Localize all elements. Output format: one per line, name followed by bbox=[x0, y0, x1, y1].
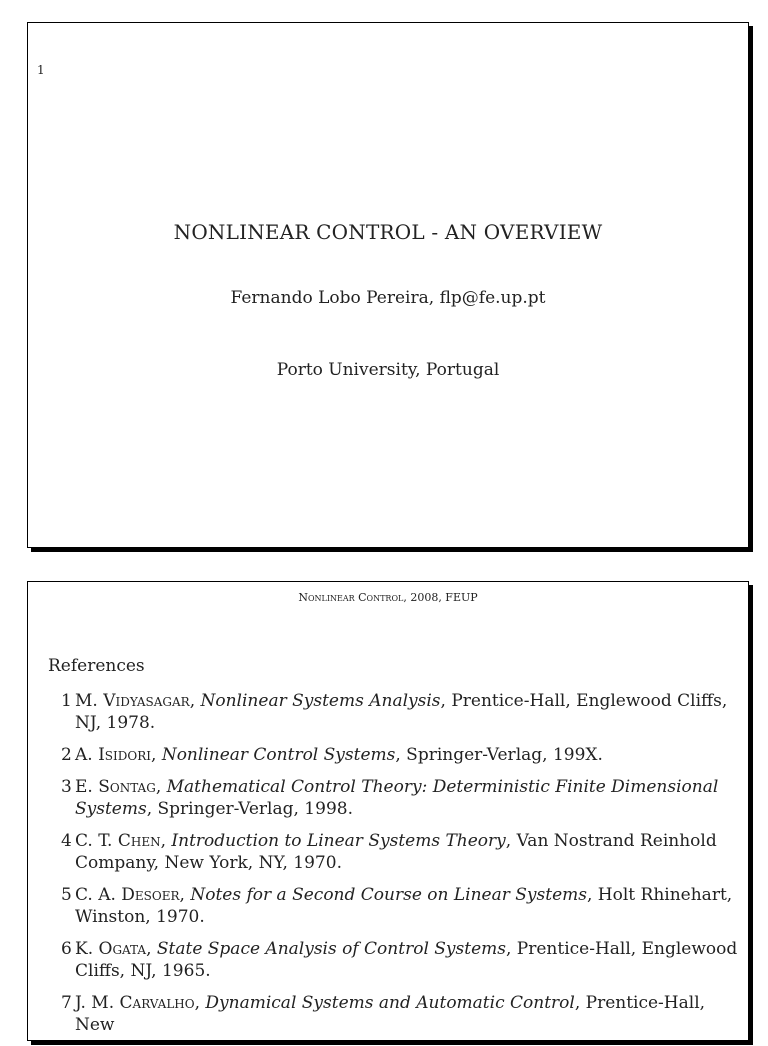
reference-publisher: , Prentice-Hall, Englewood Cliffs, NJ, 1965. bbox=[75, 939, 738, 981]
reference-publisher: , Prentice-Hall, New bbox=[75, 993, 706, 1035]
reference-item: 2 A. Isidori, Nonlinear Control Systems, Springer-Verlag, 199X. bbox=[61, 745, 603, 765]
reference-publisher: , Van Nostrand Reinhold Company, New York, NY, 1970. bbox=[75, 831, 717, 873]
reference-number: 3 bbox=[61, 777, 72, 797]
reference-publisher: , Holt Rhinehart, Winston, 1970. bbox=[75, 885, 733, 927]
reference-title: Mathematical Control Theory: Deterministic Finite Dimensional Systems bbox=[75, 777, 719, 819]
reference-author: C. A. Desoer bbox=[75, 885, 180, 905]
page-number: 1 bbox=[37, 63, 45, 77]
reference-item: 6 K. Ogata, State Space Analysis of Control Systems, Prentice-Hall, Englewood Cliffs, NJ, 1965. bbox=[61, 939, 738, 981]
reference-title: Nonlinear Control Systems bbox=[161, 745, 396, 765]
reference-author: A. Isidori bbox=[75, 745, 151, 765]
reference-author: K. Ogata bbox=[75, 939, 147, 959]
slide-header: Nonlinear Control, 2008, FEUP bbox=[298, 591, 478, 604]
reference-item: 7 J. M. Carvalho, Dynamical Systems and Automatic Control, Prentice-Hall, New bbox=[61, 993, 706, 1035]
reference-number: 4 bbox=[61, 831, 72, 851]
reference-item: 3 E. Sontag, Mathematical Control Theory: Deterministic Finite Dimensional Systems, Springer-Verlag, 1998. bbox=[61, 777, 719, 819]
reference-number: 6 bbox=[61, 939, 72, 959]
reference-author: C. T. Chen bbox=[75, 831, 161, 851]
reference-title: State Space Analysis of Control Systems bbox=[156, 939, 506, 959]
references-heading: References bbox=[48, 656, 145, 676]
reference-number: 2 bbox=[61, 745, 72, 765]
presentation-title: NONLINEAR CONTROL - AN OVERVIEW bbox=[173, 220, 603, 244]
reference-number: 1 bbox=[61, 691, 72, 711]
reference-author: E. Sontag bbox=[75, 777, 156, 797]
reference-title: Nonlinear Systems Analysis bbox=[200, 691, 441, 711]
affiliation-line: Porto University, Portugal bbox=[276, 360, 500, 380]
author-line: Fernando Lobo Pereira, flp@fe.up.pt bbox=[230, 288, 546, 308]
reference-author: J. M. Carvalho bbox=[75, 993, 195, 1013]
reference-number: 5 bbox=[61, 885, 72, 905]
reference-author: M. Vidyasagar bbox=[75, 691, 190, 711]
reference-item: 4 C. T. Chen, Introduction to Linear Systems Theory, Van Nostrand Reinhold Company, New York, NY, 1970. bbox=[61, 831, 717, 873]
reference-publisher: , Springer-Verlag, 199X. bbox=[395, 745, 603, 765]
reference-publisher: , Prentice-Hall, Englewood Cliffs, NJ, 1978. bbox=[75, 691, 728, 733]
references-slide bbox=[27, 581, 749, 1041]
reference-title: Notes for a Second Course on Linear Systems bbox=[190, 885, 587, 905]
reference-title: Introduction to Linear Systems Theory bbox=[171, 831, 506, 851]
reference-item: 1 M. Vidyasagar, Nonlinear Systems Analysis, Prentice-Hall, Englewood Cliffs, NJ, 1978. bbox=[61, 691, 728, 733]
reference-title: Dynamical Systems and Automatic Control bbox=[205, 993, 575, 1013]
reference-number: 7 bbox=[61, 993, 72, 1013]
reference-item: 5 C. A. Desoer, Notes for a Second Course on Linear Systems, Holt Rhinehart, Winston, 1970. bbox=[61, 885, 733, 927]
reference-publisher: , Springer-Verlag, 1998. bbox=[146, 799, 353, 819]
reference-list bbox=[61, 690, 741, 1046]
title-slide bbox=[27, 22, 749, 548]
